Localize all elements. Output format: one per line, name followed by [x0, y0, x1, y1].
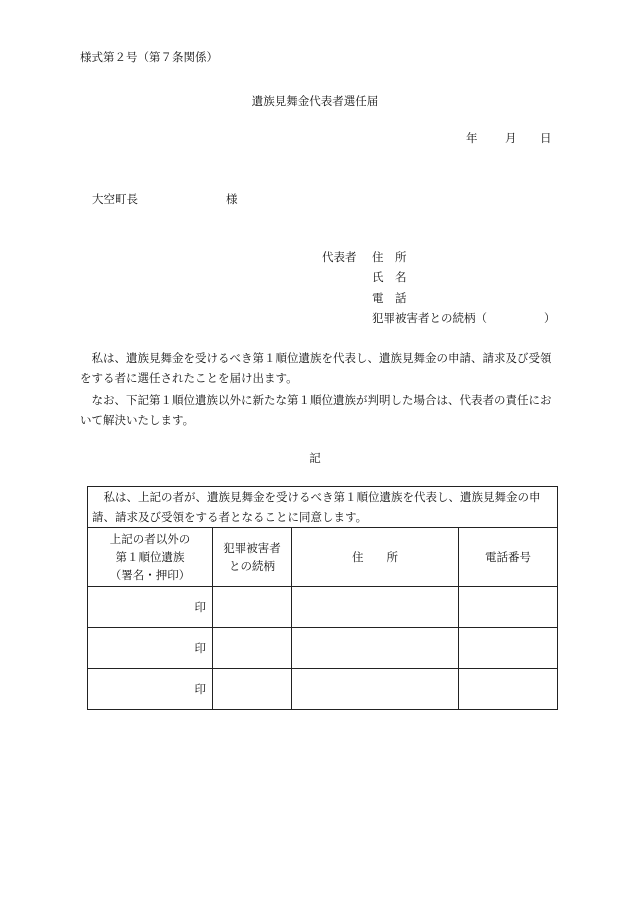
consent-statement: 私は、上記の者が、遺族見舞金を受けるべき第１順位遺族を代表し、遺族見舞金の申請、請求及び受領をする者となることに同意します。	[88, 487, 558, 528]
date-day-label: 日	[540, 131, 552, 145]
relation-cell[interactable]	[213, 587, 292, 628]
table-row	[88, 587, 558, 628]
header-other-bereaved-line3: （署名・押印）	[109, 568, 191, 582]
consent-table	[87, 486, 558, 710]
address-cell[interactable]	[292, 628, 459, 669]
address-cell[interactable]	[292, 587, 459, 628]
document-title: 遺族見舞金代表者選任届	[251, 94, 379, 108]
declaration-paragraph: 私は、遺族見舞金を受けるべき第１順位遺族を代表し、遺族見舞金の申請、請求及び受領をする者に選任されたことを届け出ます。	[80, 351, 552, 385]
table-row	[88, 628, 558, 669]
header-relation-line1: 犯罪被害者	[223, 541, 281, 555]
date-month-label: 月	[505, 131, 517, 145]
representative-relation-close: ）	[544, 311, 556, 325]
representative-relation-label: 犯罪被害者との続柄（	[372, 311, 487, 325]
recipient-name: 大空町長	[92, 192, 138, 206]
relation-cell[interactable]	[213, 669, 292, 710]
header-phone: 電話番号	[459, 528, 558, 587]
recipient-honorific: 様	[226, 192, 238, 206]
representative-address-label: 住 所	[372, 250, 407, 264]
representative-name-label: 氏 名	[372, 270, 407, 284]
date-year-label: 年	[466, 131, 478, 145]
header-relation-line2: との続柄	[229, 559, 275, 573]
relation-cell[interactable]	[213, 628, 292, 669]
signature-cell[interactable]: 印	[88, 669, 213, 710]
phone-cell[interactable]	[459, 628, 558, 669]
header-address: 住 所	[292, 528, 459, 587]
header-other-bereaved	[88, 528, 213, 587]
responsibility-paragraph: なお、下記第１順位遺族以外に新たな第１順位遺族が判明した場合は、代表者の責任において解決いたします。	[80, 393, 552, 427]
signature-cell[interactable]: 印	[88, 628, 213, 669]
table-row	[88, 669, 558, 710]
phone-cell[interactable]	[459, 587, 558, 628]
phone-cell[interactable]	[459, 669, 558, 710]
address-cell[interactable]	[292, 669, 459, 710]
header-other-bereaved-line2: 第１順位遺族	[115, 550, 185, 564]
header-other-bereaved-line1: 上記の者以外の	[109, 532, 191, 546]
signature-cell[interactable]: 印	[88, 587, 213, 628]
form-number: 様式第２号（第７条関係）	[80, 50, 218, 64]
representative-label: 代表者	[322, 250, 357, 264]
ki-heading: 記	[309, 451, 321, 465]
representative-phone-label: 電 話	[372, 291, 407, 305]
header-relation	[213, 528, 292, 587]
